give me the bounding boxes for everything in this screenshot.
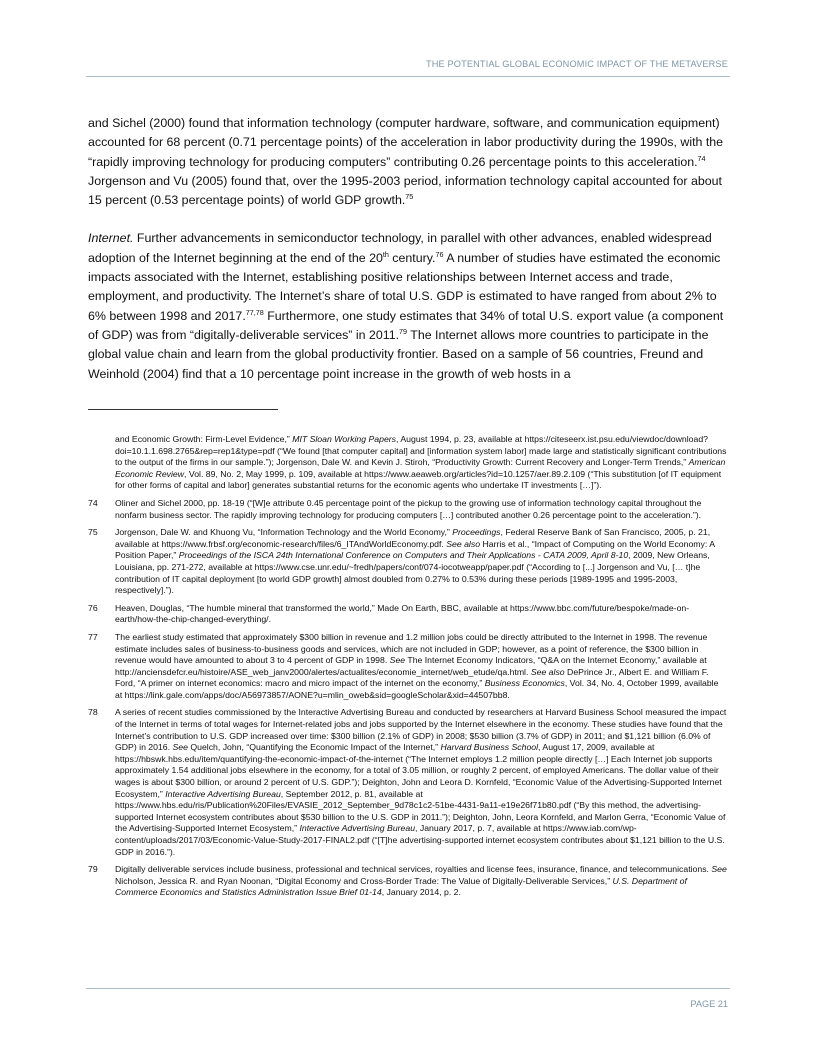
text-run: The Internet Economy Indicators, “Q&A on the Internet Economy,” available at http://anciensdefcr.eu/histoire/ASE_web_janv2000/alertes/actualites/economie_internet/web_etude/qa.html. <box>115 655 707 677</box>
footnote-75 <box>88 527 728 597</box>
footnote-text <box>115 707 728 858</box>
running-header: THE POTENTIAL GLOBAL ECONOMIC IMPACT OF THE METAVERSE <box>426 59 728 69</box>
text-run: century. <box>388 250 436 265</box>
footnote-number: 76 <box>88 602 98 613</box>
italic-title: Proceedings of the ISCA 24th International Conference on Computers and Their Applications - CATA 2009, April 8-10 <box>178 550 629 561</box>
italic-signal: See <box>711 864 727 875</box>
text-run: Heaven, Douglas, “The humble mineral that transformed the world,” Made On Earth, BBC, available at https://www.bbc.com/future/bespoke/made-on-earth/how-the-chip-changed-everything/. <box>115 602 690 625</box>
italic-signal: See <box>389 655 406 666</box>
text-run: , 2009, New Orleans, Louisiana, pp. 271-272, available at https://www.cse.unr.edu/~fredh/papers/conf/074-iocotweapp/paper.pdf (“According to [...] Jorgenson and Vu, [… t]he contribution of IT capital deployment [to world GDP growth] almost doubled from 0.27% to 0.53% during these periods [1989-1995 and 1995-2003, respectively].”). <box>115 550 710 596</box>
footnote-ref-79: 79 <box>399 326 408 336</box>
footnote-separator <box>88 409 278 410</box>
text-run: , January 2017, p. 7, available at https://www.iab.com/wp-content/uploads/2017/03/Economic-Value-Study-2017-FINAL2.pdf (“[T]he advertising-supported internet ecosystem contributes about $1,121 billion to the U.S. GDP in 2016.”). <box>115 823 725 857</box>
footnote-text <box>115 864 728 899</box>
italic-title: MIT Sloan Working Papers <box>292 434 397 444</box>
italic-signal: See <box>172 742 188 753</box>
footnote-text <box>115 603 728 626</box>
footnote-number: 74 <box>88 497 98 508</box>
footnote-number: 78 <box>88 707 98 718</box>
footnote-79 <box>88 864 728 899</box>
text-run: , January 2014, p. 2. <box>381 887 461 898</box>
paragraph-it-productivity <box>88 114 726 210</box>
paragraph-internet <box>88 229 726 383</box>
page-number: PAGE 21 <box>690 999 728 1009</box>
text-run: , Vol. 89, No. 2, May 1999, p. 109, available at https://www.aeaweb.org/articles?id=10.1257/aer.89.2.109 (“This substitution [of IT equipment for other forms of capital and labor] generates substantial returns for the economic agents who undertake IT investments […]”). <box>115 468 722 491</box>
text-run: A series of recent studies commissioned by the Interactive Advertising Bureau and conducted by researchers at Harvard Business School measured the impact of the Internet in terms of total wages for Internet-related jobs and jobs supported by the Internet elsewhere in the economy. These studies have found that the Internet’s contribution to U.S. GDP increased over time: $300 billion (2.1% of GDP) in 2008; $530 billion (3.7% of GDP) in 2011; and $1,121 billion (6.0% of GDP) in 2016. <box>115 707 727 753</box>
italic-title: Proceedings <box>452 527 501 538</box>
text-run: Quelch, John, “Quantifying the Economic Impact of the Internet,” <box>187 742 441 753</box>
main-body <box>88 114 726 384</box>
text-run: Oliner and Sichel 2000, pp. 18-19 (“[W]e attribute 0.45 percentage point of the pickup to the growing use of information technology capital throughout the nonfarm business sector. The rapidly improving technology for producing computers […] contributed another 0.26 percentage point to the acceleration.”). <box>115 497 702 520</box>
italic-title: American Economic Review <box>115 457 726 479</box>
text-run: Nicholson, Jessica R. and Ryan Noonan, “Digital Economy and Cross-Border Trade: The Value of Digitally-Deliverable Services,” <box>115 875 613 886</box>
footnote-continued <box>88 434 728 492</box>
footnote-number: 79 <box>88 864 98 875</box>
text-run: , August 17, 2009, available at https://hbswk.hbs.edu/item/quantifying-the-economic-impact-of-the-internet (“The Internet employs 1.2 million people directly […] Each Internet job supports approximately 1.54 additional jobs elsewhere in the economy, for a total of 3.05 million, or roughly 2 percent, of employed Americans. The dollar value of their wages is about $300 billion, or around 2 percent of U.S. GDP.”); Deighton, John and Leora D. Kornfeld, “Economic Value of the Advertising-Supported Internet Ecosystem,” <box>115 742 722 799</box>
text-run: The earliest study estimated that approximately $300 billion in revenue and 1.2 million jobs could be directly attributed to the Internet in 1998. The revenue estimate includes sales of business-to-business goods and services, which are not included in GDP; however, as a point of reference, the $300 billion in revenue would have amounted to about 3 to 4 percent of GDP in 1998. <box>115 631 708 666</box>
footer-divider <box>86 988 730 989</box>
footnote-number: 77 <box>88 631 98 642</box>
text-run: Further advancements in semiconductor technology, in parallel with other advances, enabled widespread adoption of the Internet beginning at the end of the 20 <box>88 231 712 265</box>
ordinal-suffix: th <box>382 249 389 259</box>
footnote-78 <box>88 707 728 858</box>
text-run: Furthermore, one study estimates that 34% of total U.S. export value (a component of GDP) was from “digitally-deliverable services” in 2011. <box>88 308 724 342</box>
footnote-ref-76: 76 <box>435 249 444 259</box>
text-run: The Internet allows more countries to participate in the global value chain and learn from the global productivity frontier. Based on a sample of 56 countries, Freund and Weinhold (2004) find that a 10 percentage point increase in the growth of web hosts in a <box>88 327 709 381</box>
text-run: and Economic Growth: Firm-Level Evidence,” <box>115 434 293 444</box>
footnote-76 <box>88 603 728 626</box>
text-run: Digitally deliverable services include business, professional and technical services, royalties and license fees, insurance, finance, and telecommunications. <box>115 864 712 875</box>
text-run: Jorgenson and Vu (2005) found that, over the 1995-2003 period, information technology capital accounted for about 15 percent (0.53 percentage points) of world GDP growth. <box>88 173 722 208</box>
text-run: , Federal Reserve Bank of San Francisco, 2005, p. 21, available at https://www.frbsf.org/economic-research/files/6_ITAndWorldEconomy.pdf. <box>115 527 711 549</box>
italic-title: Business Economics <box>484 678 565 689</box>
italic-title: Interactive Advertising Bureau <box>299 823 416 834</box>
italic-title: Interactive Advertising Bureau <box>165 788 281 799</box>
footnotes <box>88 434 728 905</box>
header-divider <box>86 76 730 77</box>
italic-title: Harvard Business School <box>440 742 539 753</box>
text-run: Jorgenson, Dale W. and Khuong Vu, “Information Technology and the World Economy,” <box>115 527 453 538</box>
text-run: , August 1994, p. 23, available at https://citeseerx.ist.psu.edu/viewdoc/download?doi=10.1.1.698.2765&rep=rep1&type=pdf (“We found [that computer capital] and [information system labor] made large and statistically significant contributions to the output of the firms in our sample.”); Jorgenson, Dale W. and Kevin J. Stiroh, “Productivity Growth: Current Recovery and Longer-Term Trends,” <box>115 434 727 468</box>
text-run: , Vol. 34, No. 4, October 1999, available at https://link.gale.com/apps/doc/A56973857/AONE?u=mlin_oweb&sid=googleScholar&xid=44507bb8. <box>115 678 719 700</box>
text-run: and Sichel (2000) found that information technology (computer hardware, software, and communication equipment) accounted for 68 percent (0.71 percentage points) of the acceleration in labor productivity during the 1990s, with the “rapidly improving technology for producing computers” contributing 0.26 percentage points to this acceleration. <box>88 116 724 169</box>
text-run: DePrince Jr., Albert E. and William F. Ford, “A primer on internet economics: macro and micro impact of the internet on the economy,” <box>115 666 709 689</box>
footnote-text <box>115 632 728 702</box>
text-run: A number of studies have estimated the economic impacts associated with the Internet, establishing positive relationships between Internet access and trade, employment, and productivity. The Internet’s share of total U.S. GDP is estimated to have ranged from about 2% to 6% between 1998 and 2017. <box>88 250 721 323</box>
text-run: , September 2012, p. 81, available at https://www.hbs.edu/ris/Publication%20Files/EVASIE_2012_September_9d78c1c2-51be-4431-9a11-e19e26f71b80.pdf (“By this method, the advertising-supported Internet ecosystem contributes about $530 billion to the U.S. GDP in 2011.”); Deighton, John, Leora Kornfeld, and Marlon Gerra, “Economic Value of the Advertising-Supported Internet Ecosystem,” <box>115 788 726 834</box>
footnote-number: 75 <box>88 527 98 538</box>
italic-title: U.S. Department of Commerce Economics and Statistics Administration Issue Brief 01-14 <box>115 875 687 898</box>
paragraph-lead: Internet. <box>88 231 134 246</box>
italic-signal: See also <box>446 538 481 549</box>
footnote-ref-75: 75 <box>405 192 414 202</box>
footnote-text <box>115 527 728 597</box>
footnote-ref-77-78: 77,78 <box>245 307 264 317</box>
footnote-77 <box>88 632 728 702</box>
italic-signal: See also <box>530 666 565 677</box>
footnote-text <box>115 498 728 521</box>
footnote-74 <box>88 498 728 521</box>
text-run: Harris et al., “Impact of Computing on the World Economy: A Position Paper,” <box>115 538 715 561</box>
footnote-ref-74: 74 <box>697 153 706 163</box>
